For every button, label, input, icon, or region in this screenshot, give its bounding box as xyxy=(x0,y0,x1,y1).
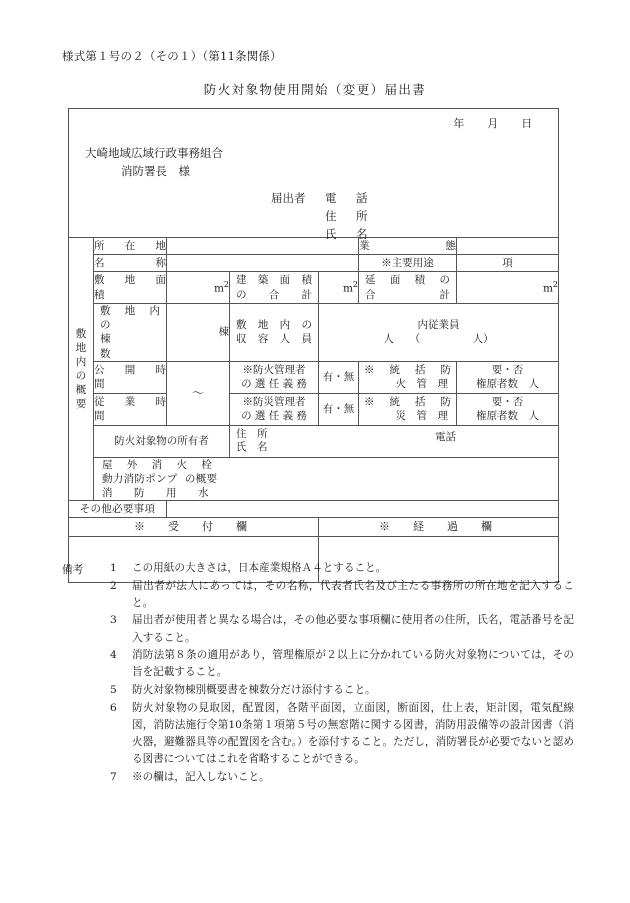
label-work-hours: 従 業 時 間 xyxy=(94,393,167,425)
input-name[interactable] xyxy=(167,255,359,272)
input-total-floor-area[interactable] xyxy=(457,272,559,304)
applicant-address-label: 住 所 xyxy=(325,208,372,223)
addressee-organization: 大崎地域広域行政事務組合 xyxy=(85,146,223,160)
date-month: 月 xyxy=(487,117,499,130)
remarks-label: 備考 xyxy=(62,564,84,576)
label-main-use: ※主要用途 xyxy=(359,255,457,272)
row-office-use-labels xyxy=(69,518,559,537)
label-power-fire-pump: 動力消防ポンプ xyxy=(102,472,178,485)
remarks-item-number: 5 xyxy=(110,684,117,697)
section-label-char: 概 xyxy=(75,384,87,397)
label-firefighting-water: 消 防 用 水 xyxy=(102,487,214,500)
unit-square-meter: m xyxy=(542,282,553,295)
remarks-item xyxy=(110,647,574,681)
section-label-site-overview xyxy=(69,238,94,501)
remarks-item xyxy=(110,769,574,786)
input-disaster-manager-duty[interactable]: 有・無 xyxy=(319,393,359,425)
label-owner-address: 住 所 xyxy=(236,427,268,440)
remarks-item xyxy=(110,612,574,646)
document-title: 防火対象物使用開始（変更）届出書 xyxy=(203,82,427,97)
section-label-char: 要 xyxy=(75,398,87,411)
label-fire-manager-duty xyxy=(230,361,319,393)
label-business-type: 業 態 xyxy=(359,238,457,255)
label-employees-included: 内従業員 xyxy=(417,319,460,332)
applicant-label: 届出者 xyxy=(271,191,306,205)
label-building-area-line1: 建 築 面 積 xyxy=(236,274,312,287)
label-unified-disaster-management xyxy=(359,393,457,425)
superscript-2: 2 xyxy=(552,279,559,289)
label-unified-disaster-line1: ※ 統 括 防 xyxy=(364,396,451,409)
date-line xyxy=(442,117,544,132)
remarks-item xyxy=(110,682,574,699)
label-capacity-line2: 収 容 人 員 xyxy=(236,333,312,346)
input-building-area[interactable] xyxy=(319,272,359,304)
remarks-item xyxy=(110,560,574,577)
input-unified-fire-management[interactable] xyxy=(457,361,559,393)
label-building-count-line2: 棟 数 xyxy=(100,333,163,360)
label-site-area: 敷 地 面 積 xyxy=(94,272,167,304)
label-owner-name: 氏 名 xyxy=(236,441,268,454)
superscript-2: 2 xyxy=(352,279,358,289)
label-name: 名 称 xyxy=(94,255,167,272)
label-disaster-manager-duty xyxy=(230,393,319,425)
unit-square-meter: m xyxy=(342,282,353,295)
label-overview-suffix: の概要 xyxy=(184,472,218,485)
applicant-name-label: 氏 名 xyxy=(325,226,372,241)
label-total-area-line2: 合 計 xyxy=(365,288,450,301)
row-hydrant-overview xyxy=(69,457,559,501)
remarks-item-number: 4 xyxy=(110,649,117,662)
addressee-block xyxy=(85,145,223,181)
label-location: 所 在 地 xyxy=(94,238,167,255)
row-work-hours-disaster-manager xyxy=(69,393,559,425)
label-unified-fire-line1: ※ 統 括 防 xyxy=(364,364,451,377)
input-main-use[interactable]: 項 xyxy=(457,255,559,272)
label-power-fire-pump-row xyxy=(94,472,558,486)
remarks-item xyxy=(110,578,574,612)
label-capacity xyxy=(230,304,319,362)
remarks-item-number: 3 xyxy=(110,614,117,627)
date-day: 日 xyxy=(521,117,533,130)
main-form-table xyxy=(68,108,559,583)
input-hours-range[interactable]: 〜 xyxy=(167,361,230,425)
row-name xyxy=(69,255,559,272)
label-total-floor-area xyxy=(359,272,457,304)
row-building-count-capacity xyxy=(69,304,559,362)
section-label-char: 地 xyxy=(75,341,87,354)
label-fire-manager-line1: ※防火管理者 xyxy=(242,364,306,377)
remarks-item-number: 7 xyxy=(110,770,117,783)
input-building-count[interactable] xyxy=(167,304,230,362)
label-building-area-total xyxy=(230,272,319,304)
label-total-area-line1: 延 面 積 の xyxy=(365,274,450,287)
capacity-value-line: 人 （ 人） xyxy=(383,333,494,346)
remarks-section xyxy=(62,560,574,787)
form-code: 様式第１号の２（その１）（第11条関係） xyxy=(62,49,282,63)
label-unified-disaster-line2: 災 管 理 xyxy=(395,410,448,423)
remarks-item-text: 防火対象物棟別概要書を棟数分だけ添付すること。 xyxy=(132,684,376,697)
unified-disaster-authority-count: 権原者数 人 xyxy=(476,410,539,423)
row-areas xyxy=(69,272,559,304)
label-progress-column: ※ 経 過 欄 xyxy=(319,518,559,537)
remarks-item-number: 6 xyxy=(110,701,117,714)
row-open-hours-fire-manager xyxy=(69,361,559,393)
header-block-cell xyxy=(69,109,559,241)
unit-square-meter: m xyxy=(213,282,224,295)
remarks-item xyxy=(110,700,574,769)
date-year: 年 xyxy=(453,117,465,130)
input-hydrant-overview[interactable] xyxy=(94,457,559,501)
input-owner-details[interactable] xyxy=(230,425,559,457)
label-receipt-column: ※ 受 付 欄 xyxy=(69,518,319,537)
input-fire-manager-duty[interactable]: 有・無 xyxy=(319,361,359,393)
label-unified-fire-management xyxy=(359,361,457,393)
remarks-item-text: この用紙の大きさは，日本産業規格Ａ４とすること。 xyxy=(132,562,387,574)
label-unified-fire-line2: 火 管 理 xyxy=(395,378,448,391)
remarks-item-text: ※の欄は，記入しないこと。 xyxy=(132,770,270,783)
unit-building: 棟 xyxy=(218,326,229,339)
label-open-hours: 公 開 時 間 xyxy=(94,361,167,393)
applicant-block xyxy=(271,190,372,243)
label-building-count-line1: 敷 地 内 の xyxy=(100,305,171,332)
remarks-item-text: 消防法第８条の適用があり，管理権原が２以上に分かれている防火対象物については，その旨を記載すること。 xyxy=(132,649,574,679)
remarks-item-text: 防火対象物の見取図，配置図，各階平面図，立面図，断面図，仕上表，矩計図，電気配線図，消防法施行令第10条第１項第５号の無窓階に関する図書，消防用設備等の設計図書（消火器，避難器具等の配置図を含む。）を添付すること。ただし，消防署長が必要でないと認める図書についてはこれを省略することができる。 xyxy=(132,701,574,766)
remarks-item-number: 1 xyxy=(110,562,117,574)
unified-disaster-required-choice: 要・否 xyxy=(491,396,524,409)
label-disaster-manager-line1: ※防災管理者 xyxy=(242,396,306,409)
row-owner xyxy=(69,425,559,457)
input-business-type[interactable] xyxy=(457,238,559,255)
label-disaster-manager-line2: の 選 任 義 務 xyxy=(241,410,307,423)
header-block-row xyxy=(69,109,559,238)
label-capacity-line1: 敷 地 内 の xyxy=(236,319,312,332)
label-building-area-line2: の 合 計 xyxy=(236,288,312,301)
remarks-item-text: 届出者が法人にあっては，その名称，代表者氏名及び主たる事務所の所在地を記入すること。 xyxy=(132,579,574,609)
superscript-2: 2 xyxy=(223,279,229,289)
remarks-list xyxy=(62,560,574,786)
input-unified-disaster-management[interactable] xyxy=(457,393,559,425)
row-other-matters xyxy=(69,501,559,518)
label-outdoor-hydrant: 屋 外 消 火 栓 xyxy=(102,458,218,471)
label-building-count xyxy=(94,304,171,362)
label-owner: 防火対象物の所有者 xyxy=(94,425,230,457)
label-owner-phone: 電話 xyxy=(435,430,456,443)
label-fire-manager-line2: の 選 任 義 務 xyxy=(241,378,307,391)
section-label-char: の xyxy=(75,370,87,383)
addressee-chief: 消防署長 様 xyxy=(121,163,190,178)
section-label-char: 敷 xyxy=(75,327,87,340)
remarks-item-number: 2 xyxy=(110,579,117,592)
unified-fire-authority-count: 権原者数 人 xyxy=(476,378,539,391)
section-label-char: 内 xyxy=(75,355,87,368)
input-other-matters[interactable] xyxy=(167,501,559,518)
applicant-phone-label: 電 話 xyxy=(325,191,372,205)
input-capacity[interactable] xyxy=(319,304,559,362)
remarks-item-text: 届出者が使用者と異なる場合は，その他必要な事項欄に使用者の住所，氏名，電話番号を記入すること。 xyxy=(132,614,574,644)
label-other-matters: その他必要事項 xyxy=(69,501,167,518)
unified-fire-required-choice: 要・否 xyxy=(491,364,524,377)
